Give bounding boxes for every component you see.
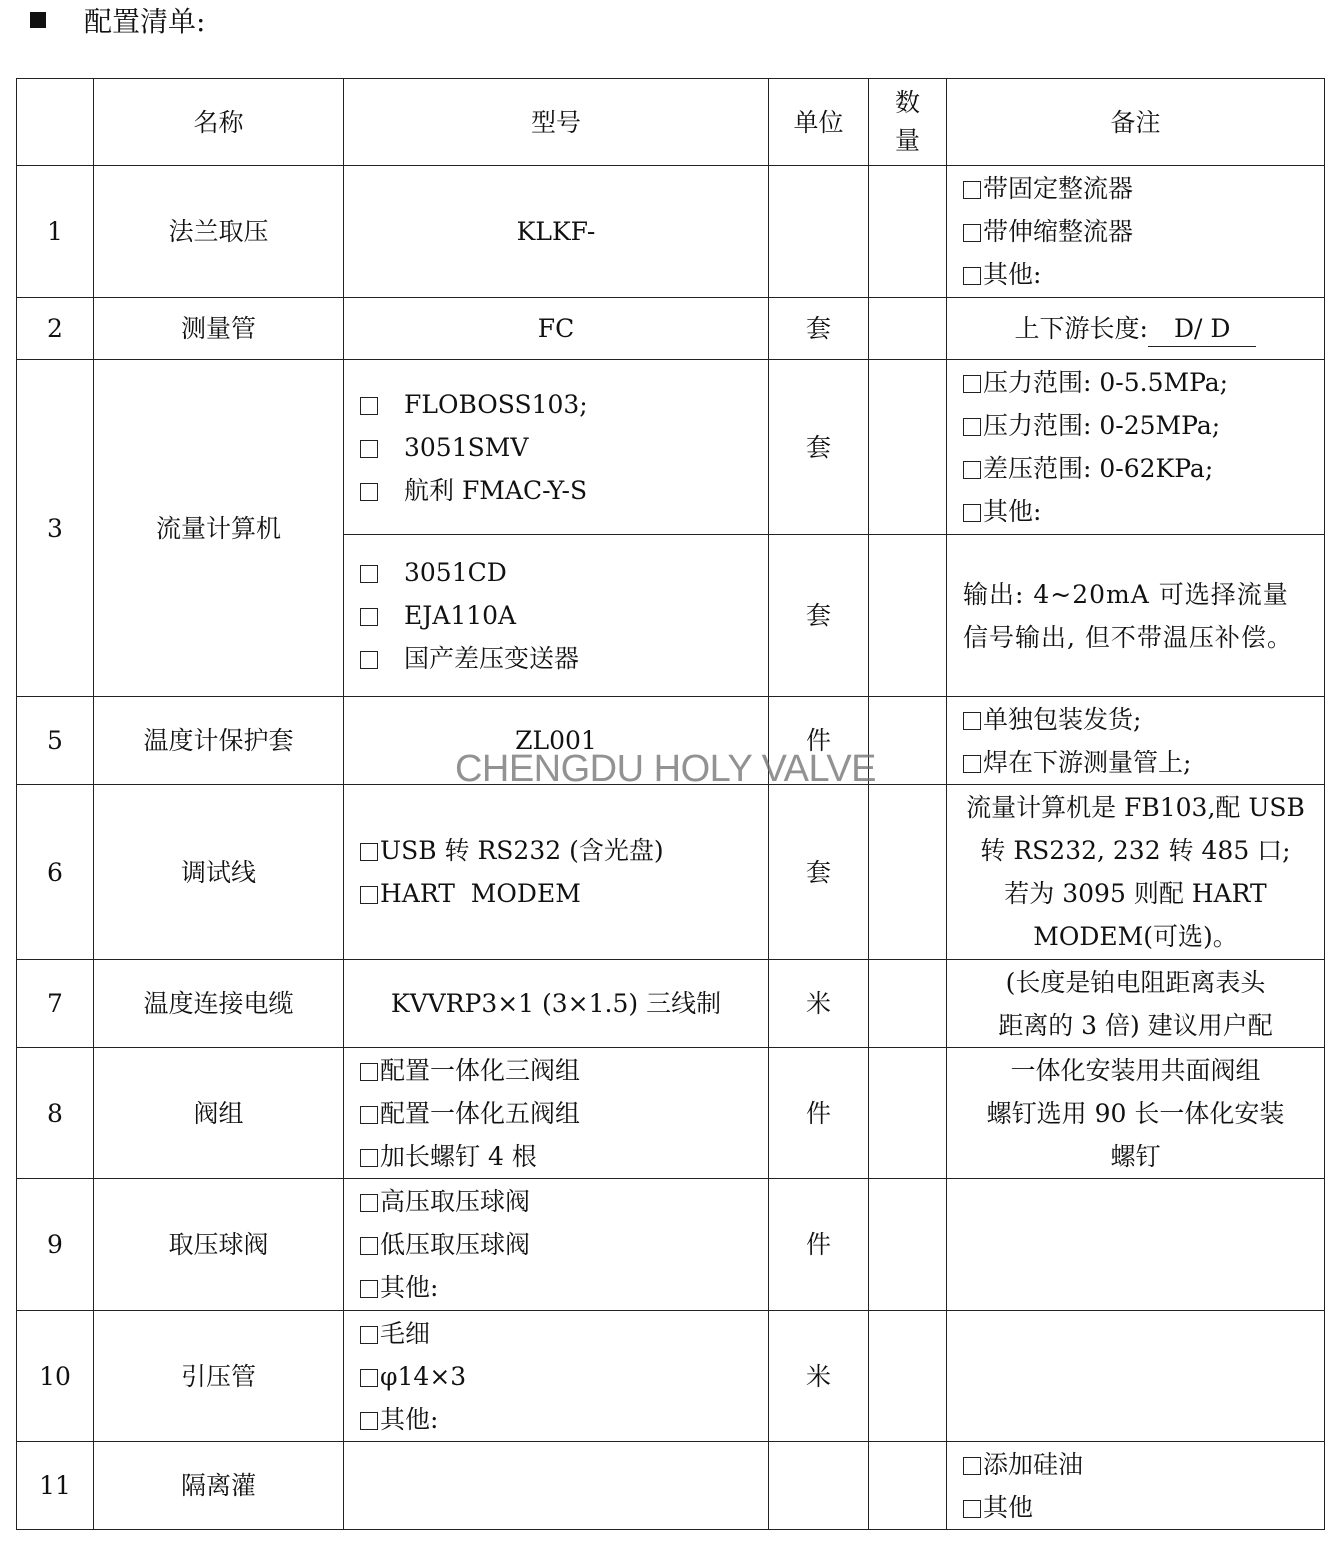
row-qty (869, 1442, 947, 1530)
checkbox[interactable] (360, 1106, 378, 1124)
checkbox[interactable] (963, 1457, 981, 1475)
row-qty (869, 360, 947, 535)
row-remark: 一体化安装用共面阀组 螺钉选用 90 长一体化安装 螺钉 (947, 1048, 1325, 1179)
row-unit: 件 (769, 1048, 869, 1179)
row-qty (869, 535, 947, 697)
row-qty (869, 166, 947, 298)
section-heading (30, 0, 205, 40)
row-remark: 上下游长度: D/ D (947, 298, 1325, 360)
row-remark: 添加硅油 其他 (947, 1442, 1325, 1530)
row-name: 法兰取压 (94, 166, 344, 298)
row-no: 11 (17, 1442, 94, 1530)
table-row (17, 1179, 1325, 1311)
section-title: 配置清单: (84, 5, 206, 38)
row-qty (869, 785, 947, 960)
row-unit: 件 (769, 697, 869, 785)
header-remark: 备注 (947, 79, 1325, 166)
row-model: FLOBOSS103; 3051SMV 航利 FMAC-Y-S (344, 360, 769, 535)
checkbox[interactable] (360, 1237, 378, 1255)
header-unit: 单位 (769, 79, 869, 166)
checkbox[interactable] (360, 483, 378, 501)
table-row (17, 697, 1325, 785)
row-model: USB 转 RS232 (含光盘) HART MODEM (344, 785, 769, 960)
row-no: 1 (17, 166, 94, 298)
square-bullet-icon (30, 12, 46, 28)
row-unit: 套 (769, 785, 869, 960)
checkbox[interactable] (360, 1326, 378, 1344)
row-qty (869, 1311, 947, 1442)
table-row (17, 360, 1325, 535)
checkbox[interactable] (360, 1063, 378, 1081)
row-no: 9 (17, 1179, 94, 1311)
checkbox[interactable] (963, 461, 981, 479)
checkbox[interactable] (360, 886, 378, 904)
row-qty (869, 1048, 947, 1179)
row-unit: 套 (769, 298, 869, 360)
checkbox[interactable] (360, 565, 378, 583)
row-no: 3 (17, 360, 94, 697)
row-name: 温度计保护套 (94, 697, 344, 785)
row-model: ZL001 (344, 697, 769, 785)
row-name: 测量管 (94, 298, 344, 360)
row-unit: 套 (769, 360, 869, 535)
row-unit: 件 (769, 1179, 869, 1311)
row-unit: 米 (769, 960, 869, 1048)
checkbox[interactable] (360, 843, 378, 861)
header-no (17, 79, 94, 166)
table-row (17, 1311, 1325, 1442)
header-qty: 数量 (869, 79, 947, 166)
table-row (17, 298, 1325, 360)
row-name: 温度连接电缆 (94, 960, 344, 1048)
table-header-row (17, 79, 1325, 166)
row-qty (869, 697, 947, 785)
checkbox[interactable] (360, 1369, 378, 1387)
row-remark: 流量计算机是 FB103,配 USB 转 RS232, 232 转 485 口; 若为 3095 则配 HART MODEM(可选)。 (947, 785, 1325, 960)
row-remark: 单独包装发货; 焊在下游测量管上; (947, 697, 1325, 785)
row-unit: 米 (769, 1311, 869, 1442)
checkbox[interactable] (360, 1280, 378, 1298)
row-unit: 套 (769, 535, 869, 697)
row-name: 隔离灌 (94, 1442, 344, 1530)
checkbox[interactable] (360, 608, 378, 626)
row-model: KLKF- (344, 166, 769, 298)
table-row (17, 1442, 1325, 1530)
row-no: 5 (17, 697, 94, 785)
row-name: 引压管 (94, 1311, 344, 1442)
header-model: 型号 (344, 79, 769, 166)
row-model: 高压取压球阀 低压取压球阀 其他: (344, 1179, 769, 1311)
row-no: 6 (17, 785, 94, 960)
row-remark: 压力范围: 0-5.5MPa; 压力范围: 0-25MPa; 差压范围: 0-62KPa; 其他: (947, 360, 1325, 535)
checkbox[interactable] (360, 440, 378, 458)
checkbox[interactable] (360, 397, 378, 415)
row-name: 调试线 (94, 785, 344, 960)
checkbox[interactable] (963, 504, 981, 522)
row-qty (869, 298, 947, 360)
row-model: KVVRP3×1 (3×1.5) 三线制 (344, 960, 769, 1048)
checkbox[interactable] (963, 375, 981, 393)
row-no: 10 (17, 1311, 94, 1442)
row-qty (869, 960, 947, 1048)
checkbox[interactable] (963, 418, 981, 436)
watermark: CHENGDU HOLY VALVE (454, 748, 877, 790)
checkbox[interactable] (360, 651, 378, 669)
configuration-table (16, 78, 1325, 1530)
table-row (17, 1048, 1325, 1179)
row-model: 毛细 φ14×3 其他: (344, 1311, 769, 1442)
checkbox[interactable] (963, 1500, 981, 1518)
table-row (17, 166, 1325, 298)
checkbox[interactable] (963, 224, 981, 242)
row-qty (869, 1179, 947, 1311)
row-no: 8 (17, 1048, 94, 1179)
row-name: 阀组 (94, 1048, 344, 1179)
row-remark: 输出: 4~20mA 可选择流量信号输出, 但不带温压补偿。 (947, 535, 1325, 697)
checkbox[interactable] (360, 1149, 378, 1167)
row-name: 取压球阀 (94, 1179, 344, 1311)
table-row (17, 960, 1325, 1048)
row-remark: 带固定整流器 带伸缩整流器 其他: (947, 166, 1325, 298)
row-unit (769, 166, 869, 298)
length-blank: D/ D (1148, 312, 1256, 347)
row-model: 配置一体化三阀组 配置一体化五阀组 加长螺钉 4 根 (344, 1048, 769, 1179)
checkbox[interactable] (963, 181, 981, 199)
row-remark: (长度是铂电阻距离表头 距离的 3 倍) 建议用户配 (947, 960, 1325, 1048)
row-model: FC (344, 298, 769, 360)
checkbox[interactable] (360, 1412, 378, 1430)
checkbox[interactable] (963, 267, 981, 285)
checkbox[interactable] (963, 712, 981, 730)
checkbox[interactable] (963, 755, 981, 773)
row-remark (947, 1179, 1325, 1311)
row-no: 2 (17, 298, 94, 360)
row-no: 7 (17, 960, 94, 1048)
table-row (17, 785, 1325, 960)
row-name: 流量计算机 (94, 360, 344, 697)
checkbox[interactable] (360, 1194, 378, 1212)
row-remark (947, 1311, 1325, 1442)
row-model (344, 1442, 769, 1530)
row-unit (769, 1442, 869, 1530)
row-model: 3051CD EJA110A 国产差压变送器 (344, 535, 769, 697)
header-name: 名称 (94, 79, 344, 166)
